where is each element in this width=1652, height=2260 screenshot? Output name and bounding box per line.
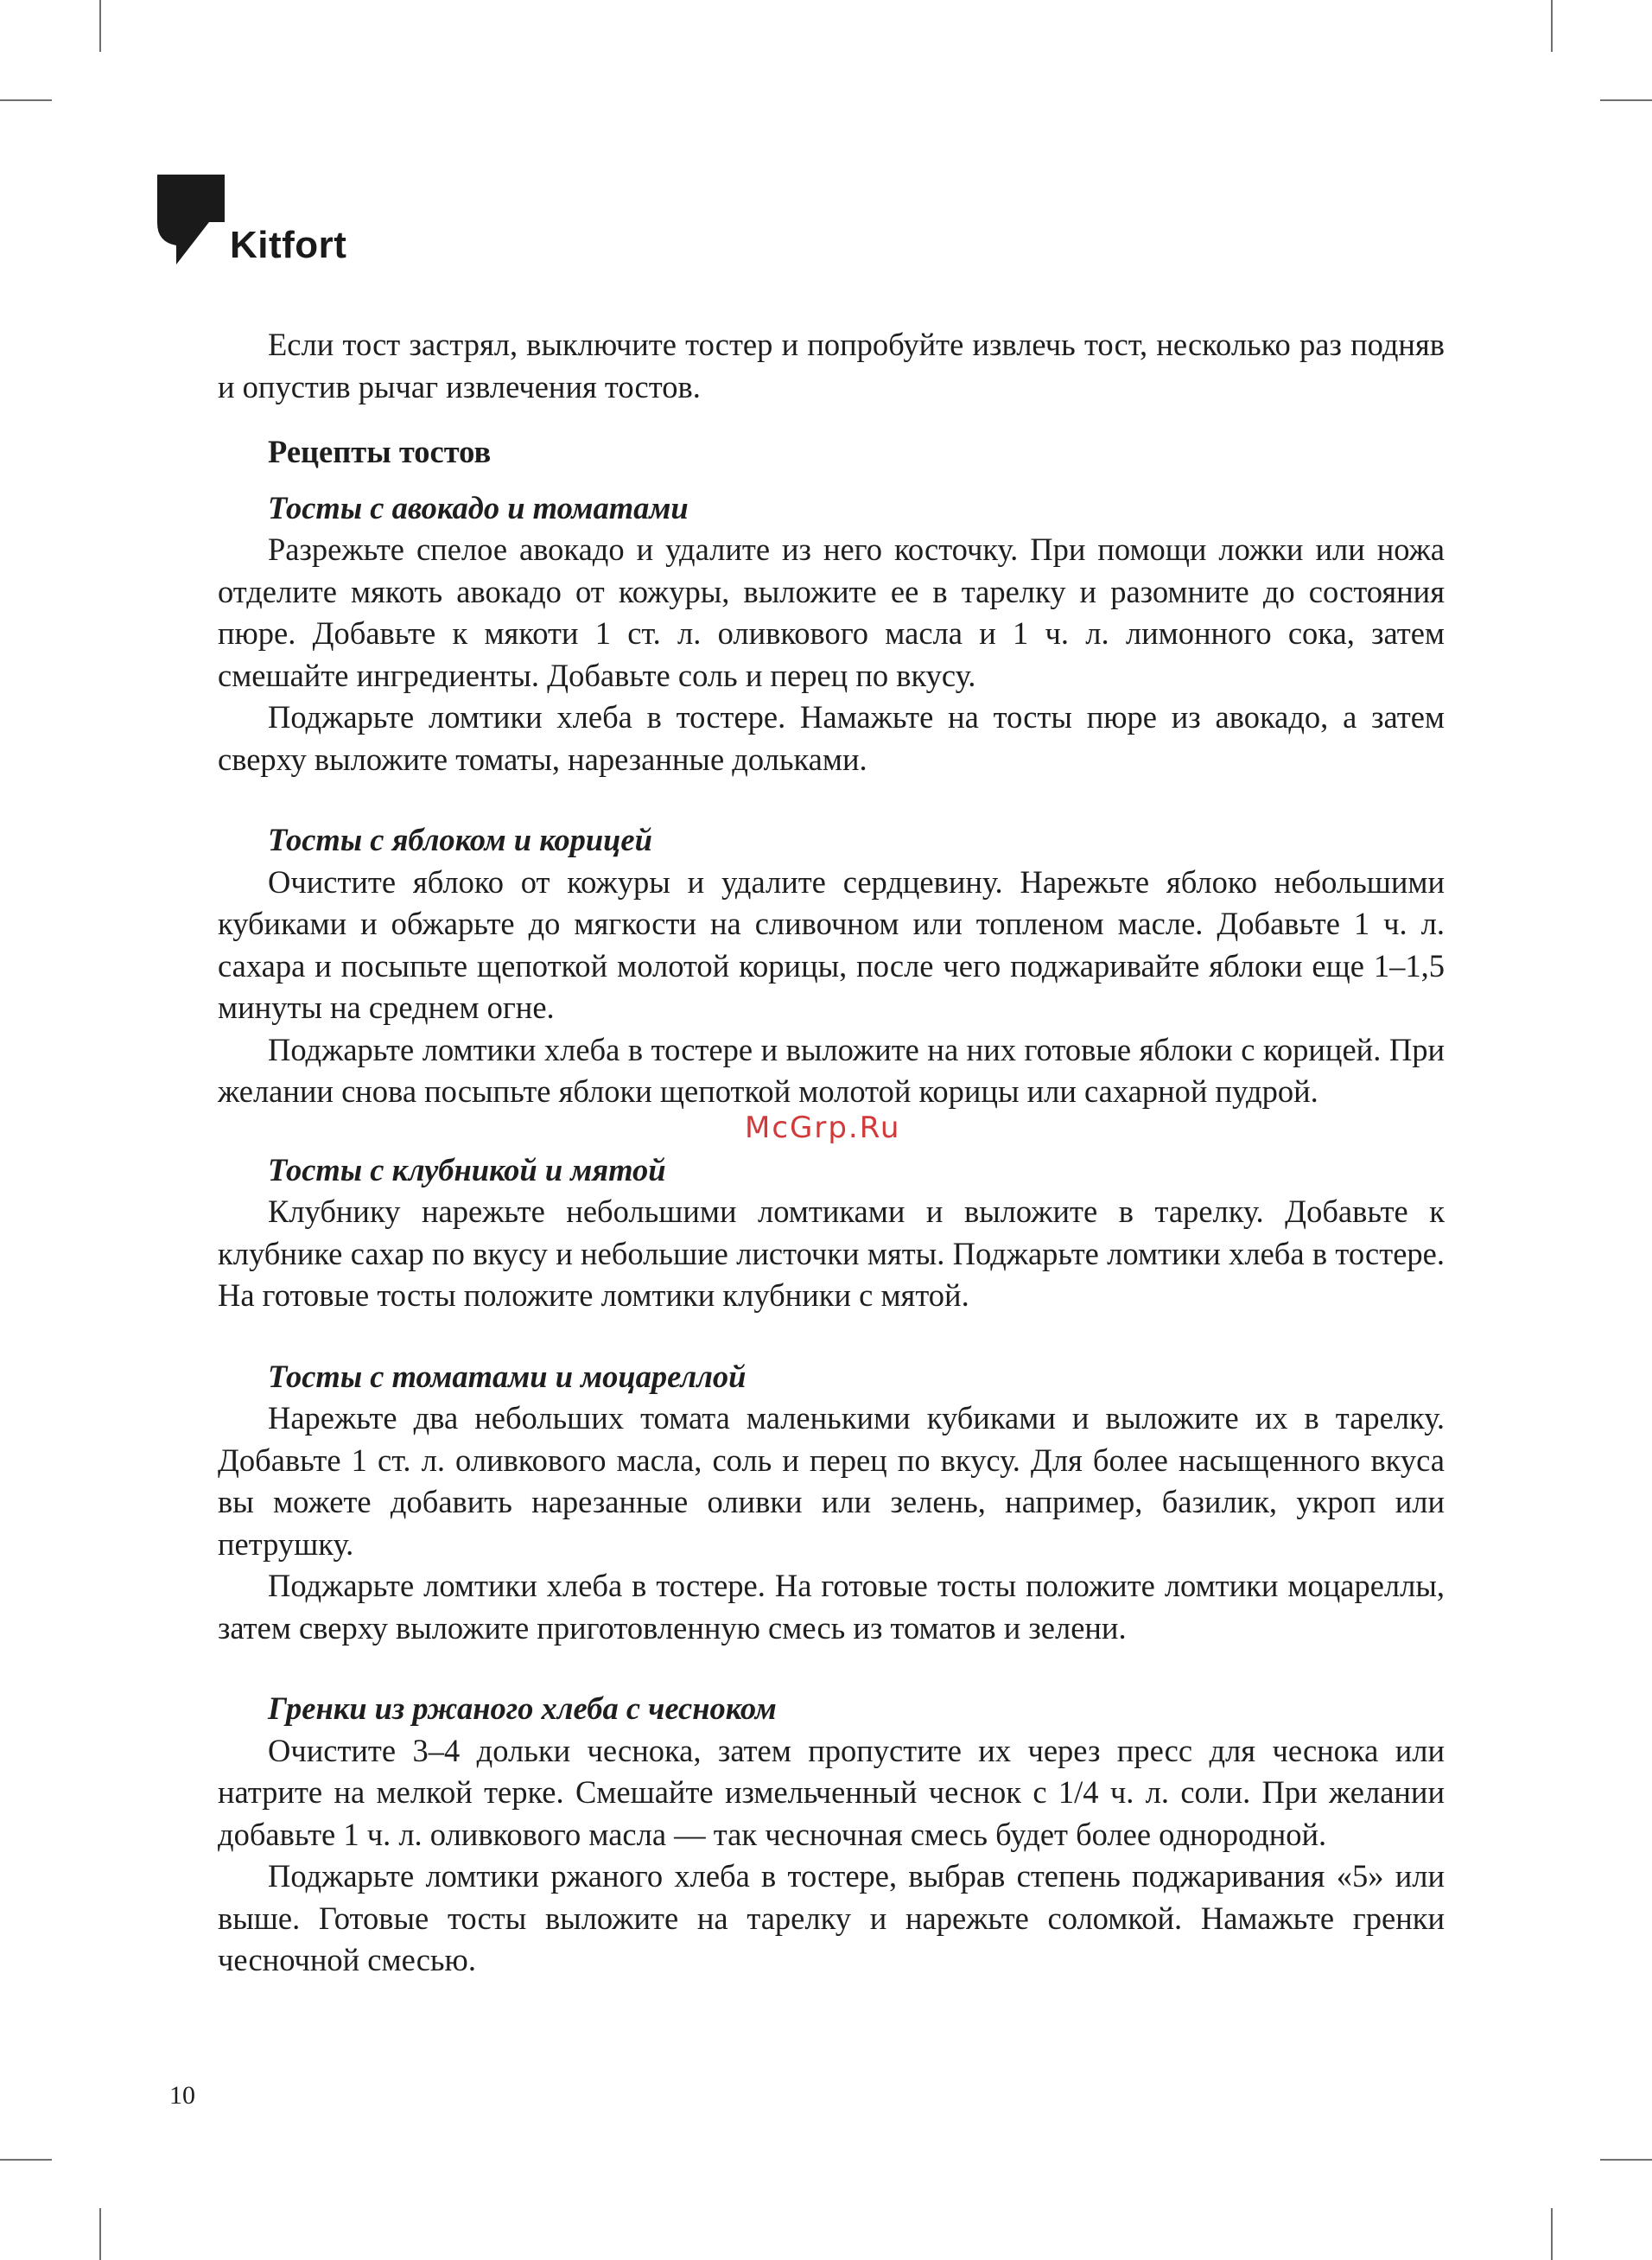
kitfort-logo-icon xyxy=(157,175,225,264)
recipe-paragraph: Поджарьте ломтики хлеба в тостере. На готовые тосты положите ломтики моцареллы, затем сверху выложите приготовленную смесь из томатов и зелени. xyxy=(218,1568,1445,1646)
crop-mark xyxy=(1600,2159,1652,2161)
crop-mark xyxy=(99,2208,101,2260)
crop-mark xyxy=(1551,2208,1553,2260)
section-title: Рецепты тостов xyxy=(268,434,492,469)
recipe-paragraph: Очистите 3–4 дольки чеснока, затем пропустите их через пресс для чеснока или натрите на мелкой терке. Смешайте измельченный чеснок с 1/4 ч. л. соли. При желании добавьте 1 ч. л. оливкового масла — так чесночная смесь будет более однородной. xyxy=(218,1732,1445,1852)
recipe xyxy=(218,487,1445,781)
crop-mark xyxy=(0,2159,52,2161)
intro-paragraph: Если тост застрял, выключите тостер и попробуйте извлечь тост, несколько раз подняв и опустив рычаг извлечения тостов. xyxy=(218,327,1445,404)
recipe-paragraph: Нарежьте два небольших томата маленькими кубиками и выложите их в тарелку. Добавьте 1 ст. л. оливкового масла, соль и перец по вкусу. Для более насыщенного вкуса вы можете добавить нарезанные оливки или зелень, например, базилик, укроп или петрушку. xyxy=(218,1400,1445,1562)
recipe-paragraph: Поджарьте ломтики ржаного хлеба в тостере, выбрав степень поджаривания «5» или выше. Готовые тосты выложите на тарелку и нарежьте соломкой. Намажьте гренки чесночной смесью. xyxy=(218,1858,1445,1977)
recipe xyxy=(218,1356,1445,1650)
recipe xyxy=(218,1688,1445,1982)
watermark: McGrp.Ru xyxy=(745,1111,901,1145)
crop-mark xyxy=(0,99,52,101)
recipe-title: Тосты с яблоком и корицей xyxy=(268,822,652,857)
recipe-paragraph: Очистите яблоко от кожуры и удалите сердцевину. Нарежьте яблоко небольшими кубиками и обжарьте до мягкости на сливочном или топленом масле. Добавьте 1 ч. л. сахара и посыпьте щепоткой молотой корицы, после чего поджаривайте яблоки еще 1–1,5 минуты на среднем огне. xyxy=(218,863,1445,1025)
recipe xyxy=(218,1149,1445,1317)
recipe-title: Гренки из ржаного хлеба с чесноком xyxy=(268,1690,777,1726)
crop-mark xyxy=(99,0,101,52)
recipe-title: Тосты с томатами и моцареллой xyxy=(268,1358,747,1394)
brand-name: Kitfort xyxy=(230,224,347,266)
recipe-paragraph: Поджарьте ломтики хлеба в тостере. Намажьте на тосты пюре из авокадо, а затем сверху выложите томаты, нарезанные дольками. xyxy=(218,699,1445,777)
crop-mark xyxy=(1551,0,1553,52)
recipe-title: Тосты с авокадо и томатами xyxy=(268,489,689,525)
recipe-title: Тосты с клубникой и мятой xyxy=(268,1151,666,1187)
crop-mark xyxy=(1600,99,1652,101)
brand-logo xyxy=(157,175,346,264)
recipe xyxy=(218,819,1445,1113)
recipe-paragraph: Клубнику нарежьте небольшими ломтиками и выложите в тарелку. Добавьте к клубнике сахар по вкусу и небольшие листочки мяты. Поджарьте ломтики хлеба в тостере. На готовые тосты положите ломтики клубники с мятой. xyxy=(218,1194,1445,1313)
page-number: 10 xyxy=(169,2081,195,2110)
recipe-paragraph: Разрежьте спелое авокадо и удалите из него косточку. При помощи ложки или ножа отделите мякоть авокадо от кожуры, выложите ее в тарелку и разомните до состояния пюре. Добавьте к мякоти 1 ст. л. оливкового масла и 1 ч. л. лимонного сока, затем смешайте ингредиенты. Добавьте соль и перец по вкусу. xyxy=(218,532,1445,693)
page-content xyxy=(218,324,1445,1982)
recipe-paragraph: Поджарьте ломтики хлеба в тостере и выложите на них готовые яблоки с корицей. При желании снова посыпьте яблоки щепоткой молотой корицы или сахарной пудрой. xyxy=(218,1031,1445,1109)
